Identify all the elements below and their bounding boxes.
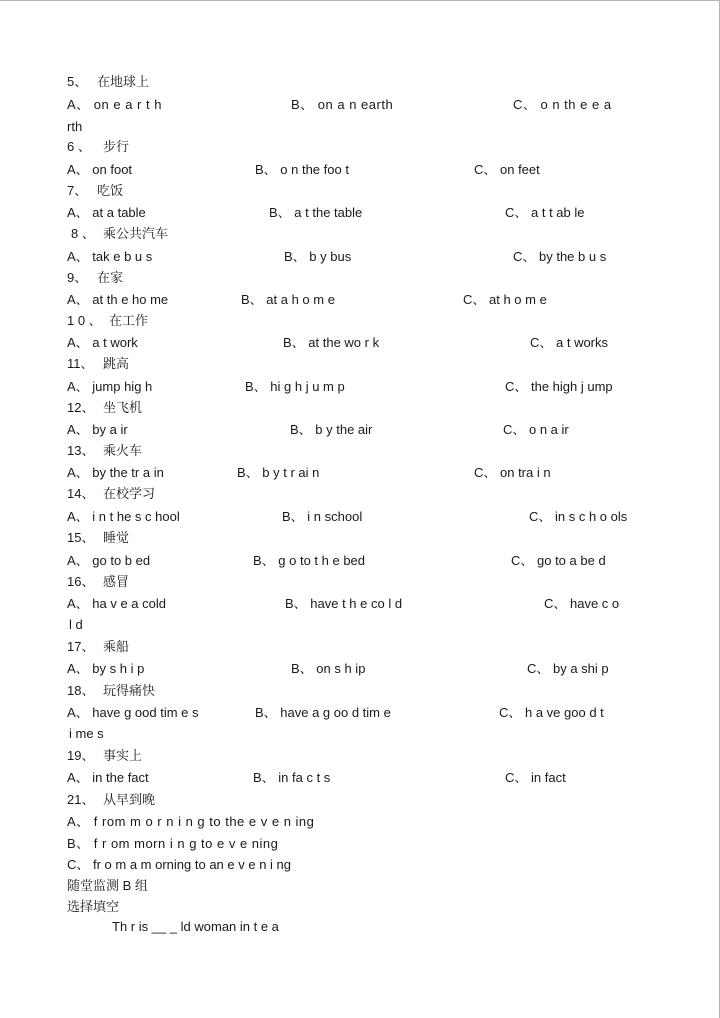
section-title: 随堂监测 B 组 [67, 878, 148, 893]
question-chinese: 跳高 [103, 356, 130, 371]
option-a: A、 have g ood tim e s [67, 705, 199, 720]
option-b: B、 at a h o m e [241, 292, 335, 307]
question-chinese: 在工作 [109, 313, 149, 328]
question-chinese: 坐飞机 [103, 400, 143, 415]
option-b: B、 b y t r ai n [237, 465, 320, 480]
question-number: 19、 [67, 748, 95, 763]
question-chinese: 在家 [97, 270, 124, 285]
question-number: 5、 [67, 74, 88, 89]
option-a: A、 by s h i p [67, 661, 145, 676]
option-a: A、 by a ir [67, 422, 128, 437]
question-chinese: 乘船 [103, 639, 130, 654]
option-a: A、 a t work [67, 335, 138, 350]
question-number: 21、 [67, 792, 95, 807]
question-chinese: 乘公共汽车 [103, 226, 169, 241]
question-chinese: 吃饭 [97, 183, 124, 198]
question-chinese: 玩得痛快 [103, 683, 156, 698]
option-c: C、 the high j ump [505, 379, 613, 394]
question-number: 1 0 、 [67, 313, 102, 328]
item21-option-a: A、 f rom m o r n i n g to the e v e n ing [67, 814, 315, 829]
question-number: 17、 [67, 639, 95, 654]
subsection-title: 选择填空 [67, 899, 120, 914]
option-c: C、 go to a be d [511, 553, 606, 568]
question-chinese: 步行 [103, 139, 130, 154]
option-a: A、 at a table [67, 205, 146, 220]
option-c: C、 o n a ir [503, 422, 569, 437]
option-a: A、 i n t he s c hool [67, 509, 180, 524]
question-number: 9、 [67, 270, 88, 285]
option-a: A、 at th e ho me [67, 292, 169, 307]
option-c: C、 at h o m e [463, 292, 547, 307]
option-b: B、 g o to t h e bed [253, 553, 366, 568]
option-b: B、 i n school [282, 509, 363, 524]
question-number: 13、 [67, 443, 95, 458]
option-b: B、 o n the foo t [255, 162, 349, 177]
question-chinese: 事实上 [103, 748, 143, 763]
option-c: C、 h a ve goo d t [499, 705, 604, 720]
option-b: B、 b y the air [290, 422, 373, 437]
question-number: 18、 [67, 683, 95, 698]
option-continuation: l d [69, 617, 83, 632]
page-border-top [0, 0, 720, 1]
option-b: B、 at the wo r k [283, 335, 380, 350]
item21-option-c: C、 fr o m a m orning to an e v e n i ng [67, 857, 291, 872]
question-chinese: 乘火车 [103, 443, 143, 458]
option-a: A、 on foot [67, 162, 133, 177]
option-b: B、 on s h ip [291, 661, 366, 676]
option-b: B、 a t the table [269, 205, 363, 220]
item21-option-b: B、 f r om morn i n g to e v e ning [67, 836, 279, 851]
fill-blank-sentence: Th r is __ _ ld woman in t e a [112, 919, 279, 934]
option-b: B、 b y bus [284, 249, 352, 264]
option-c: C、 on feet [474, 162, 540, 177]
question-number: 15、 [67, 530, 95, 545]
option-c: C、 by the b u s [513, 249, 607, 264]
option-c: C、 o n th e e a [513, 97, 612, 112]
option-c: C、 in s c h o ols [529, 509, 628, 524]
option-c: C、 have c o [544, 596, 620, 611]
option-continuation: rth [67, 119, 83, 134]
question-number: 12、 [67, 400, 95, 415]
question-chinese: 在地球上 [97, 74, 150, 89]
option-c: C、 in fact [505, 770, 566, 785]
option-c: C、 a t works [530, 335, 609, 350]
option-b: B、 in fa c t s [253, 770, 331, 785]
option-c: C、 by a shi p [527, 661, 609, 676]
option-a: A、 jump hig h [67, 379, 153, 394]
option-continuation: i me s [69, 726, 104, 741]
question-chinese: 在校学习 [103, 486, 156, 501]
option-a: A、 on e a r t h [67, 97, 162, 112]
question-chinese: 从早到晚 [103, 792, 156, 807]
option-a: A、 go to b ed [67, 553, 151, 568]
option-b: B、 hi g h j u m p [245, 379, 345, 394]
question-number: 7、 [67, 183, 88, 198]
option-a: A、 ha v e a cold [67, 596, 166, 611]
option-a: A、 by the tr a in [67, 465, 164, 480]
option-c: C、 on tra i n [474, 465, 551, 480]
option-c: C、 a t t ab le [505, 205, 585, 220]
question-chinese: 睡觉 [103, 530, 130, 545]
question-number: 6 、 [67, 139, 91, 154]
question-number: 14、 [67, 486, 95, 501]
question-number: 11、 [67, 356, 94, 371]
question-number: 16、 [67, 574, 95, 589]
question-number: 8 、 [71, 226, 95, 241]
option-a: A、 in the fact [67, 770, 149, 785]
option-b: B、 have a g oo d tim e [255, 705, 391, 720]
option-b: B、 have t h e co l d [285, 596, 403, 611]
option-a: A、 tak e b u s [67, 249, 153, 264]
option-b: B、 on a n earth [291, 97, 394, 112]
question-chinese: 感冒 [103, 574, 130, 589]
